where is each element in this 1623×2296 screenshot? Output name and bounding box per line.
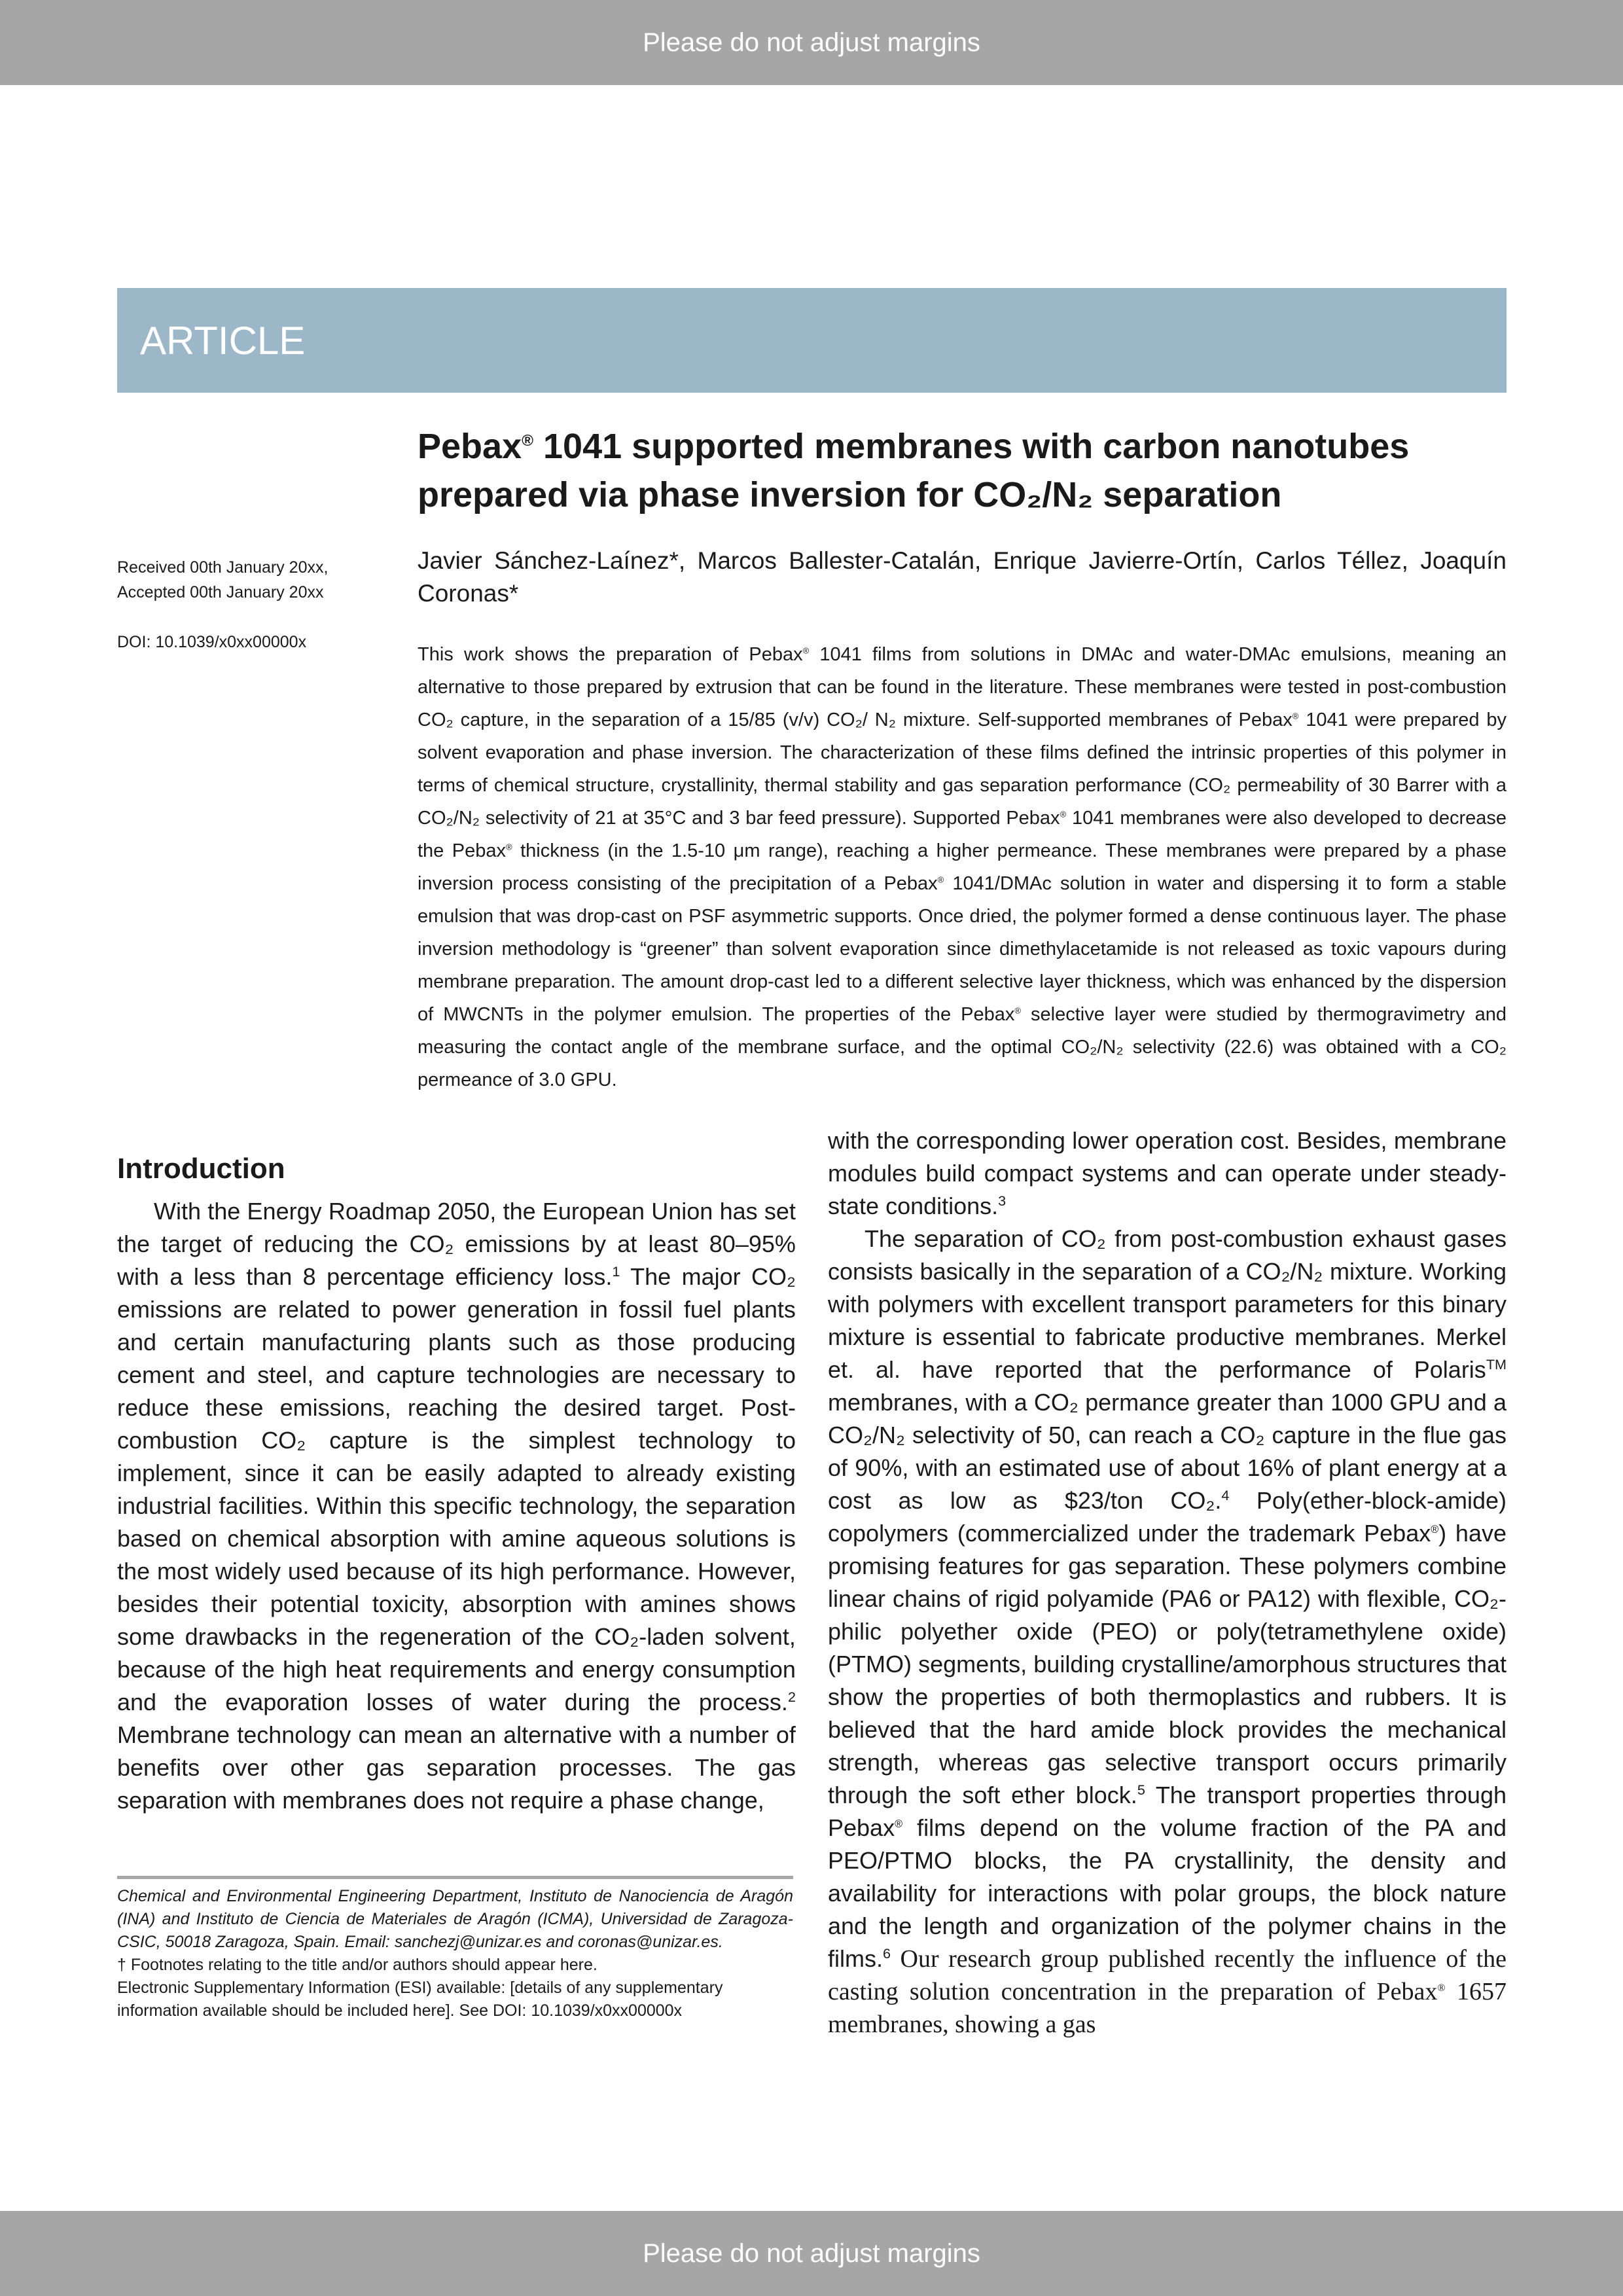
paper-title <box>418 422 1507 519</box>
section-label: ARTICLE <box>140 318 306 363</box>
trademark-mark: TM <box>1486 1356 1507 1372</box>
registered-mark: ® <box>1431 1524 1439 1535</box>
body-text: Poly(ether-block-amide) copolymers (commercialized under the trademark Pebax <box>828 1487 1507 1547</box>
abstract <box>418 638 1507 1096</box>
footer-band <box>0 2211 1623 2296</box>
title-line1-pre: Pebax <box>418 427 522 466</box>
accepted-date: Accepted 00th January 20xx <box>117 583 324 601</box>
citation-ref: 1 <box>612 1263 620 1280</box>
body-text: ) have promising features for gas separation. These polymers combine linear chains of rigid polyamide (PA6 or PA12) with flexible, CO₂-philic polyether oxide (PEO) or poly(tetramethylene oxide) (PTMO) segments, building crystalline/amorphous structures that show the properties of both thermoplastics and rubbers. It is believed that the hard amide block provides the mechanical strength, whereas gas selective transport occurs primarily through the soft ether block. <box>828 1520 1507 1808</box>
body-text: The transport properties through Pebax <box>828 1782 1507 1841</box>
affiliation-note: Chemical and Environmental Engineering Department, Instituto de Nanociencia de Aragón (INA) and Instituto de Ciencia de Materiales de Aragón (ICMA), Universidad de Zaragoza-CSIC, 50018 Zaragoza, Spain. Email: sanchezj@unizar.es and coronas@unizar.es. <box>117 1887 793 1951</box>
footnotes <box>117 1885 793 2022</box>
section-heading-introduction: Introduction <box>117 1153 285 1185</box>
body-text-serif: Our research group published recently the influence of the casting solution concentration in the preparation of Pebax <box>828 1945 1507 2005</box>
author-list: Javier Sánchez-Laínez*, Marcos Ballester-Catalán, Enrique Javierre-Ortín, Carlos Téllez, Joaquín Coronas* <box>418 547 1507 607</box>
paragraph-1: With the Energy Roadmap 2050, the European Union has set the target of reducing the CO₂ emissions by at least 80–95% with a less than 8 percentage efficiency loss.$^1$ The major CO₂ emissions are related to power generation in fossil fuel plants and certain manufacturing plants such as those producing cement and steel, and capture technologies are necessary to reduce these emissions, reaching the desired target. Post-combustion CO₂ capture is the simplest technology to implement, since it can be easily adapted to already existing industrial facilities. Within this specific technology, the separation based on chemical absorption with amine aqueous solutions is the most widely used because of its high performance. However, besides their potential toxicity, absorption with amines shows some drawbacks in the regeneration of the CO₂-laden solvent, because of the high heat requirements and energy consumption and the evaporation losses of water during the process.$^2$ Membrane technology can mean an alternative with a number of benefits over other gas separation processes. The gas separation with membranes does not require a phase change, <box>117 1198 796 1814</box>
esi-note: Electronic Supplementary Information (ESI) available: [details of any supplementary information available should be included here]. See DOI: 10.1039/x0xx00000x <box>117 1979 723 2020</box>
registered-mark: ® <box>506 842 512 852</box>
body-text: films depend on the volume fraction of the PA and PEO/PTMO blocks, the PA crystallinity, the density and availability for interactions with polar groups, the block nature and the length and organization of the polymer chains in the films. <box>828 1814 1507 1972</box>
doi: DOI: 10.1039/x0xx00000x <box>117 633 307 651</box>
dagger-note: † Footnotes relating to the title and/or authors should appear here. <box>117 1956 597 1974</box>
body-text: membranes, with a CO₂ permance greater than 1000 GPU and a CO₂/N₂ selectivity of 50, can reach a CO₂ capture in the flue gas of 90%, with an estimated use of about 16% of plant energy at a cost as low as $23/ton CO₂. <box>828 1389 1507 1514</box>
paragraph-2 <box>828 1223 1507 2041</box>
header-text: Please do not adjust margins <box>643 27 980 57</box>
header-band <box>0 0 1623 85</box>
received-date: Received 00th January 20xx, <box>117 558 329 577</box>
column-right <box>828 1124 1507 2041</box>
registered-mark: ® <box>1060 809 1067 819</box>
citation-ref: 3 <box>998 1193 1007 1209</box>
registered-mark: ® <box>937 874 944 885</box>
paragraph-1-continued: with the corresponding lower operation cost. Besides, membrane modules build compact systems and can operate under steady-state conditions.$^3$ <box>828 1127 1507 1219</box>
citation-ref: 6 <box>883 1945 891 1962</box>
registered-mark: ® <box>1292 711 1299 721</box>
footer-text: Please do not adjust margins <box>643 2238 980 2268</box>
registered-mark: ® <box>895 1818 903 1830</box>
dates-block <box>117 555 392 605</box>
citation-ref: 4 <box>1221 1487 1230 1503</box>
footnote-divider <box>117 1876 793 1879</box>
citation-ref: 2 <box>787 1689 796 1705</box>
title-line1-post: 1041 supported membranes with carbon nanotubes <box>533 427 1410 466</box>
abstract-text: 1041 were prepared by solvent evaporation and phase inversion. The characterization of these films defined the intrinsic properties of this polymer in terms of chemical structure, crystallinity, thermal stability and gas separation performance (CO₂ permeability of 30 Barrer with a CO₂/N₂ selectivity of 21 at 35°C and 3 bar feed pressure). Supported Pebax <box>418 709 1507 829</box>
registered-mark: ® <box>1437 1982 1446 1994</box>
section-bar <box>117 288 1507 393</box>
registered-mark: ® <box>802 645 810 656</box>
abstract-text: 1041 films from solutions in DMAc and water-DMAc emulsions, meaning an alternative to those prepared by extrusion that can be found in the literature. These membranes were tested in post-combustion CO₂ capture, in the separation of a 15/85 (v/v) CO₂/ N₂ mixture. Self-supported membranes of Pebax <box>418 644 1507 730</box>
abstract-text: This work shows the preparation of Pebax <box>418 644 803 665</box>
abstract-text: selective layer were studied by thermogravimetry and measuring the contact angle of the membrane surface, and the optimal CO₂/N₂ selectivity (22.6) was obtained with a CO₂ permeance of 3.0 GPU. <box>418 1004 1507 1090</box>
registered-mark: ® <box>1014 1005 1021 1016</box>
abstract-text: 1041 membranes were also developed to decrease the Pebax <box>418 808 1507 861</box>
body-text: The separation of CO₂ from post-combustion exhaust gases consists basically in the separation of a CO₂/N₂ mixture. Working with polymers with excellent transport parameters for this binary mixture is essential to fabricate productive membranes. Merkel et. al. have reported that the performance of Polaris <box>828 1225 1507 1383</box>
title-line2: prepared via phase inversion for CO₂/N₂ separation <box>418 475 1282 514</box>
column-left <box>117 1124 796 1817</box>
title-registered-mark: ® <box>522 432 534 450</box>
body-text-serif: 1657 membranes, showing a gas <box>828 1978 1507 2038</box>
abstract-text: thickness (in the 1.5-10 μm range), reaching a higher permeance. These membranes were prepared by a phase inversion process consisting of the precipitation of a Pebax <box>418 840 1507 894</box>
abstract-text: 1041/DMAc solution in water and dispersing it to form a stable emulsion that was drop-cast on PSF asymmetric supports. Once dried, the polymer formed a dense continuous layer. The phase inversion methodology is “greener” than solvent evaporation since dimethylacetamide is not released as toxic vapours during membrane preparation. The amount drop-cast led to a different selective layer thickness, which was enhanced by the dispersion of MWCNTs in the polymer emulsion. The properties of the Pebax <box>418 873 1507 1025</box>
citation-ref: 5 <box>1137 1782 1145 1798</box>
